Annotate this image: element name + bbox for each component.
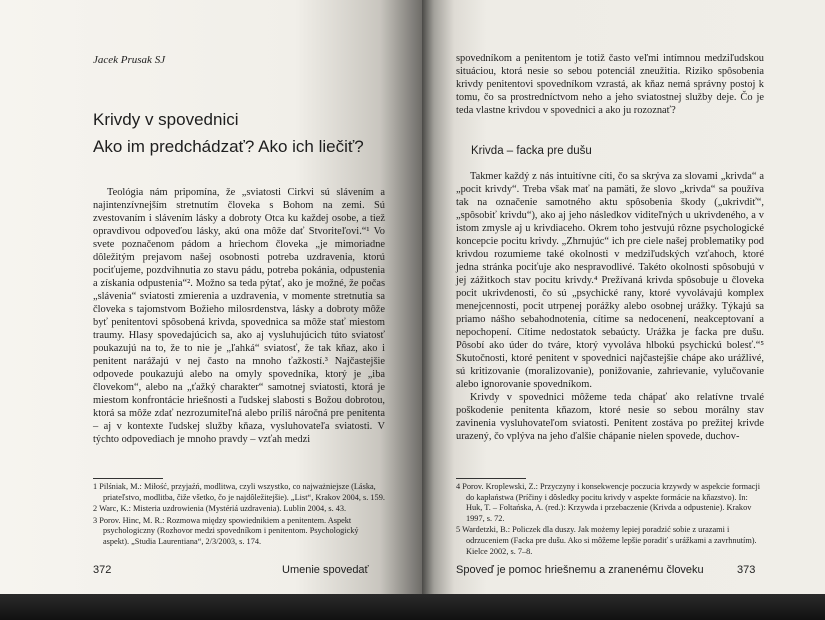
left-paragraph: Teológia nám pripomína, že „sviatosti Cirkvi sú slávením a najintenzívnejším stretnutím človeka s Bohom na zemi. Sú zvestovaním i slávením lásky a dobroty Otca ku každej osobe, a tiež opravdivou odpoveďou lásky, akú ona môže dať Stvoriteľovi.“¹ Vo svete poznačenom pádom a hriechom človeka „je mimoriadne dôležitým prejavom našej osobnosti potreba uzdravenia, ktorú pociťujeme, pozdvihnutia zo stavu pádu, potreba pokánia, odpustenia a získania odpustenia“². Možno sa teda pýtať, ako je možné, že počas „slávenia“ sviatosti zmierenia a uzdravenia, v momente stretnutia sa človeka s tajomstvom Božieho milosrdenstva, lásky a dobroty môže byť penitentovi spôsobená krivda, spovednica sa môže stať miestom traumy. Hlasy spovedajúcich sa, ako aj vysluhujúcich túto sviatosť poukazujú na to, že to nie je „ľahká“ sviatosť, že tak kňaz, ako i penitent narážajú v nej často na mnoho ťažkostí.³ Najčastejšie odpovede poukazujú alebo na omyly spovedníka, ktorý je „iba človekom“, alebo na „ťažký charakter“ samotnej sviatosti, ktorá je miestom konfrontácie hriešnosti a ľudskej slabosti s Božou dobrotou, ktorá sa môže zdať nezrozumiteľná alebo príliš náročná pre penitenta – aj v kontexte ľudskej služby kňaza, vysluhovateľa sviatosti. V týchto odpovediach je mnoho pravdy – vzťah medzi bbox=[93, 187, 385, 445]
left-body-text bbox=[93, 186, 385, 446]
title-line-2: Ako im predchádzať? Ako ich liečiť? bbox=[93, 137, 364, 156]
left-footnotes bbox=[93, 482, 385, 549]
continuation-paragraph: spovedníkom a penitentom je totiž často veľmi intímnou medziľudskou situáciou, ktorá nesie so sebou potenciál zneužitia. Riziko spôsobenia krivdy penitentovi spovedníkom vzrastá, ak kňaz nemá správny postoj k tomu, čo sa prostredníctvom neho a jeho sviatostnej služby deje. Čo je teda vlastne krivdou v spovednici a ako ju rozoznať? bbox=[456, 53, 764, 116]
right-footnotes bbox=[456, 482, 764, 558]
right-paragraph-1: Takmer každý z nás intuitívne cíti, čo sa skrýva za slovami „krivda“ a „pocit krivdy“. Treba však mať na pamäti, že slovo „krivda“ sa používa tak na označenie samotného aktu spôsobenia škody („ukrivdiť“, „spôsobiť krivdu“), ako aj jeho následkov viditeľných u ukrivdeného, a v istom zmysle aj u krivdiaceho. Okrem toho jestvujú rôzne psychologické koncepcie pocitu krivdy. „Zhrnujúc“ ich pre ciele našej problematiky pod krivdou rozumieme také okolnosti v medziľudských vzťahoch, ktoré jedna stránka pociťuje ako nespravodlivé. Takéto okolnosti spôsobujú v jej zážitkoch stav pocitu krivdy.⁴ Prežívaná krivda spôsobuje u človeka pocit ukrivdenosti, čo sú „psychické rany, ktoré vyvolávajú komplex menejcennosti, pocit utrpenej porážky alebo osobnej urážky. Týkajú sa priamo nášho sebahodnotenia, cítime sa nedocenení, neakceptovaní a nepochopení. Cítime nedostatok sebaúcty. Urážka je facka pre dušu. Pôsobí ako úder do tváre, ktorý vyvoláva hlbokú psychickú bolesť.“⁵ Skutočnosti, ktoré penitent v spovednici najčastejšie chápe ako urážlivé, sú kritizovanie (moralizovanie), ponižovanie, zahrievanie, vylučovanie alebo ignorovanie spovedníkom. bbox=[456, 171, 764, 390]
right-continuation-text bbox=[456, 52, 764, 117]
left-page bbox=[0, 0, 422, 594]
author-name: Jacek Prusak SJ bbox=[93, 54, 166, 66]
footnote-3: 3 Porov. Hinc, M. R.: Rozmowa między spowiednikiem a penitentem. Aspekt psychologiczny (Rozhovor medzi spovedníkom i penitentom. Psychologický aspekt). „Studia Laurentiana“, 2/3/2003, s. 174. bbox=[93, 515, 359, 546]
footnote-2: 2 Warc, K.: Misteria uzdrowienia (Mystériá uzdravenia). Lublin 2004, s. 43. bbox=[93, 504, 347, 514]
book-bottom-edge bbox=[0, 594, 825, 620]
section-heading: Krivda – facka pre dušu bbox=[471, 145, 592, 157]
footnote-4: 4 Porov. Kroplewski, Z.: Przyczyny i konsekwencje poczucia krzywdy w aspekcie formacji do kapłaństwa (Príčiny i dôsledky pocitu krivdy v aspekte formácie na kňazstvo). In: Huk, T. – Foltańska, A. (red.): Krzywda i przebaczenie (Krivda a odpustenie). Krakov 1997, s. 72. bbox=[456, 482, 761, 523]
page-number-left: 372 bbox=[93, 564, 112, 576]
footnote-rule bbox=[93, 478, 163, 479]
right-body-text bbox=[456, 170, 764, 443]
footnote-1: 1 Pilśniak, M.: Miłość, przyjaźń, modlitwa, czyli wszystko, co najważniejsze (Láska, priateľstvo, modlitba, čiže všetko, čo je najdôležitejšie). „List“, Krakov 2004, s. 159. bbox=[93, 482, 385, 502]
footnote-5: 5 Wardetzki, B.: Policzek dla duszy. Jak możemy lepiej poradzić sobie z urazami i odrzuceniem (Facka pre dušu. Ako si môžeme lepšie poradiť s urážkami a zavrhnutím). Kielce 2002, s. 7–8. bbox=[456, 525, 757, 556]
running-footer-left: Umenie spovedať bbox=[282, 564, 369, 576]
page-number-right: 373 bbox=[737, 564, 756, 576]
right-paragraph-2: Krivdy v spovednici môžeme teda chápať ako relatívne trvalé poškodenie penitenta kňazom, ktoré nesie so sebou morálny stav zavinenia vysluhovateľom sviatosti. Penitent zostáva po prežitej krivde urazený, čo vplýva na jeho ďalšie chápanie nielen spovede, duchov- bbox=[456, 392, 764, 442]
chapter-title bbox=[93, 106, 413, 160]
running-footer-right: Spoveď je pomoc hriešnemu a zranenému človeku bbox=[456, 564, 704, 576]
title-line-1: Krivdy v spovednici bbox=[93, 110, 239, 129]
footnote-rule bbox=[456, 478, 526, 479]
right-page bbox=[422, 0, 825, 594]
